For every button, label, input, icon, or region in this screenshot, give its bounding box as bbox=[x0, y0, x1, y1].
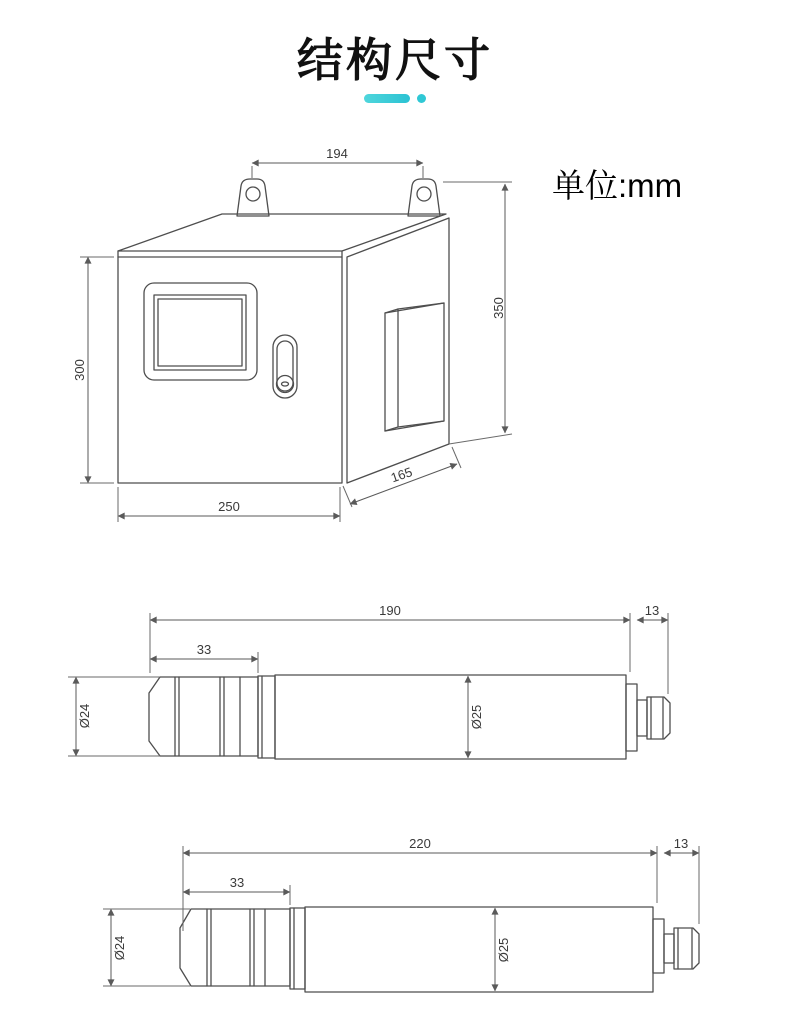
dim-probe-short-body-diameter bbox=[468, 676, 484, 758]
probe-long-head-diameter-dim: Ø24 bbox=[112, 935, 127, 961]
display-screen bbox=[144, 283, 257, 380]
probe-short-connector bbox=[626, 684, 670, 751]
unit-label: 单位:mm bbox=[552, 167, 683, 204]
cabinet-drawing bbox=[72, 146, 512, 522]
cabinet-depth-dim: 165 bbox=[388, 464, 415, 486]
dim-width bbox=[118, 487, 340, 522]
probe-short-connector-length-dim: 13 bbox=[644, 603, 660, 618]
door-lock-handle bbox=[273, 335, 297, 398]
probe-long-connector-length-dim: 13 bbox=[673, 836, 689, 851]
probe-short-head-diameter-dim: Ø24 bbox=[77, 703, 92, 729]
probe-long-body-diameter-dim: Ø25 bbox=[496, 937, 511, 963]
dim-probe-long-connector-length bbox=[664, 836, 699, 924]
probe-long-head-length-dim: 33 bbox=[229, 875, 245, 890]
mounting-lug-right bbox=[408, 179, 440, 216]
dim-probe-long-head-length bbox=[183, 875, 290, 905]
probe-short-body bbox=[258, 675, 626, 759]
dim-probe-short-head-length bbox=[150, 642, 258, 673]
page-title: 结构尺寸 bbox=[297, 34, 493, 86]
dim-probe-long-body-diameter bbox=[495, 908, 511, 991]
dim-depth bbox=[343, 447, 461, 507]
probe-long-connector bbox=[653, 919, 699, 973]
probe-short-head-length-dim: 33 bbox=[196, 642, 212, 657]
dim-probe-short-connector-length bbox=[637, 603, 668, 694]
mounting-lug-left bbox=[237, 179, 269, 216]
probe-long-drawing bbox=[103, 836, 699, 992]
dim-front-height bbox=[72, 257, 114, 483]
side-vent-cutout bbox=[385, 303, 444, 431]
cabinet-lug-spacing-dim: 194 bbox=[326, 146, 348, 161]
probe-long-head bbox=[180, 909, 290, 986]
cabinet-box bbox=[118, 214, 449, 486]
dim-probe-short-total-length bbox=[150, 603, 630, 673]
dim-lug-spacing bbox=[252, 146, 423, 178]
probe-long-total-length-dim: 220 bbox=[409, 836, 431, 851]
probe-short-head bbox=[149, 677, 258, 756]
dim-probe-long-head-diameter bbox=[103, 909, 190, 986]
dim-probe-short-head-diameter bbox=[68, 677, 160, 756]
probe-short-total-length-dim: 190 bbox=[379, 603, 401, 618]
cabinet-width-dim: 250 bbox=[218, 499, 240, 514]
probe-short-drawing bbox=[68, 603, 670, 759]
dim-rear-height bbox=[443, 182, 512, 444]
cabinet-rear-height-dim: 350 bbox=[491, 297, 506, 319]
probe-short-body-diameter-dim: Ø25 bbox=[469, 704, 484, 730]
cabinet-front-height-dim: 300 bbox=[72, 359, 87, 381]
probe-long-body bbox=[290, 907, 653, 992]
